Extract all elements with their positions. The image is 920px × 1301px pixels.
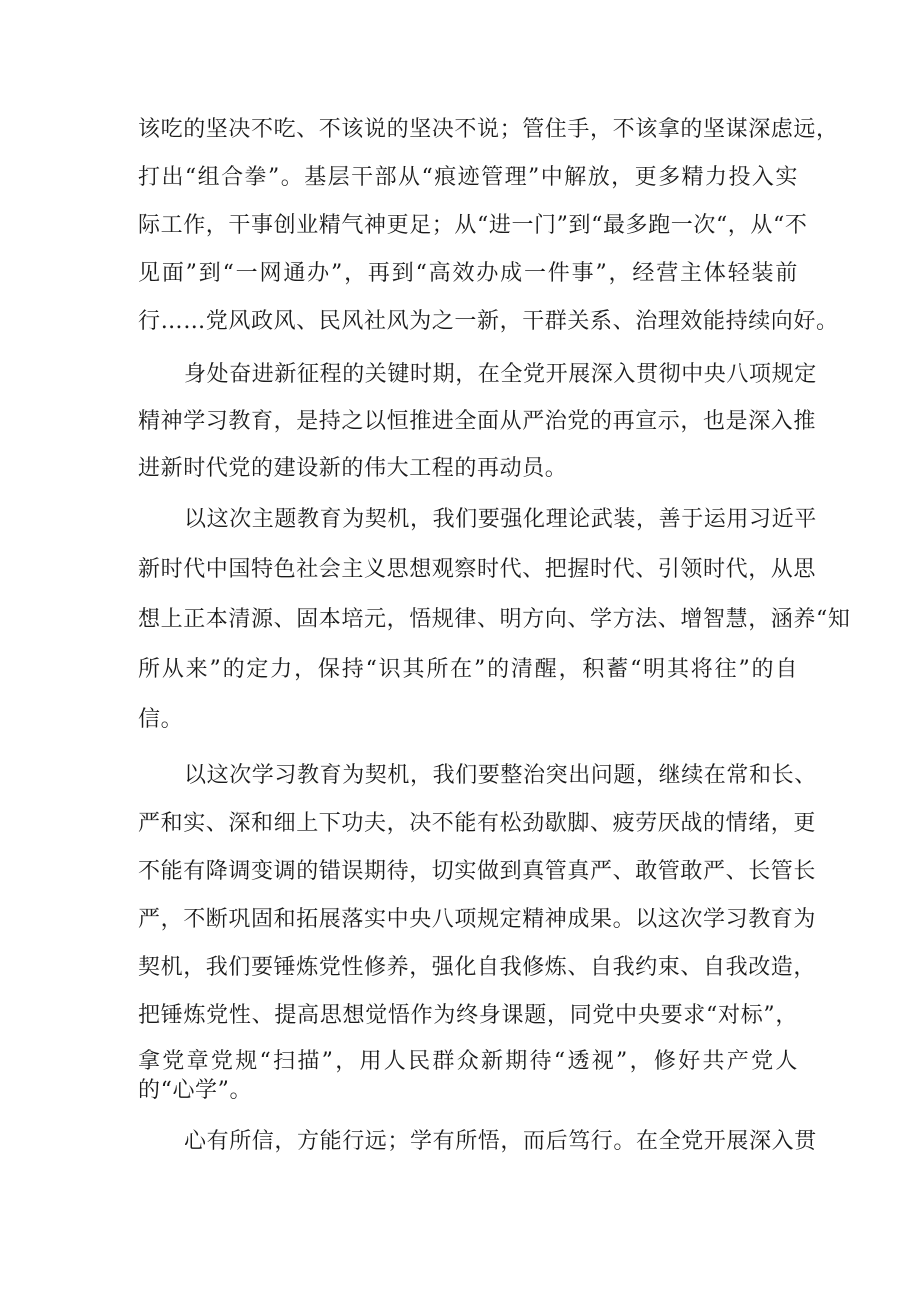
text-line-6: 身处奋进新征程的关键时期，在全党开展深入贯彻中央八项规定 [184,362,817,387]
text-line-10: 新时代中国特色社会主义思想观察时代、把握时代、引领时代，从思 [138,557,817,582]
text-line-17: 严，不断巩固和拓展落实中央八项规定精神成果。以这次学习教育为 [138,907,817,932]
text-line-22: 心有所信，方能行远；学有所悟，而后笃行。在全党开展深入贯 [184,1129,817,1154]
text-line-11: 想上正本清源、固本培元，悟规律、明方向、学方法、增智慧，涵养“知 [138,607,851,632]
text-line-3: 际工作，干事创业精气神更足；从“进一门”到“最多跑一次“，从“不 [138,213,808,238]
text-line-7: 精神学习教育，是持之以恒推进全面从严治党的再宣示，也是深入推 [138,409,817,434]
text-line-21: 的“心学”。 [138,1078,253,1103]
text-line-4: 见面”到“一网通办”，再到“高效办成一件事”，经营主体轻装前 [138,261,798,286]
text-line-18: 契机，我们要锤炼党性修养，强化自我修炼、自我约束、自我改造， [138,955,817,980]
text-line-1: 该吃的坚决不吃、不该说的坚决不说；管住手，不该拿的坚谋深虑远， [138,117,839,142]
text-line-16: 不能有降调变调的错误期待，切实做到真管真严、敢管敢严、长管长 [138,859,817,884]
text-line-15: 严和实、深和细上下功夫，决不能有松劲歇脚、疲劳厌战的情绪，更 [138,811,817,836]
text-line-8: 进新时代党的建设新的伟大工程的再动员。 [138,456,568,481]
text-line-13: 信。 [138,707,184,732]
text-line-2: 打出“组合拳”。基层干部从“痕迹管理”中解放，更多精力投入实 [138,165,798,190]
text-line-14: 以这次学习教育为契机，我们要整治突出问题，继续在常和长、 [184,763,817,788]
text-line-5: 行……党风政风、民风社风为之一新，干群关系、治理效能持续向好。 [138,309,839,334]
text-line-12: 所从来”的定力，保持“识其所在”的清醒，积蓄“明其将往”的自 [138,657,798,682]
text-line-20: 拿党章党规“扫描”，用人民群众新期待“透视”，修好共产党人 [138,1049,798,1074]
text-line-9: 以这次主题教育为契机，我们要强化理论武装，善于运用习近平 [184,507,817,532]
text-line-19: 把锤炼党性、提高思想觉悟作为终身课题，同党中央要求“对标”， [138,1003,798,1028]
